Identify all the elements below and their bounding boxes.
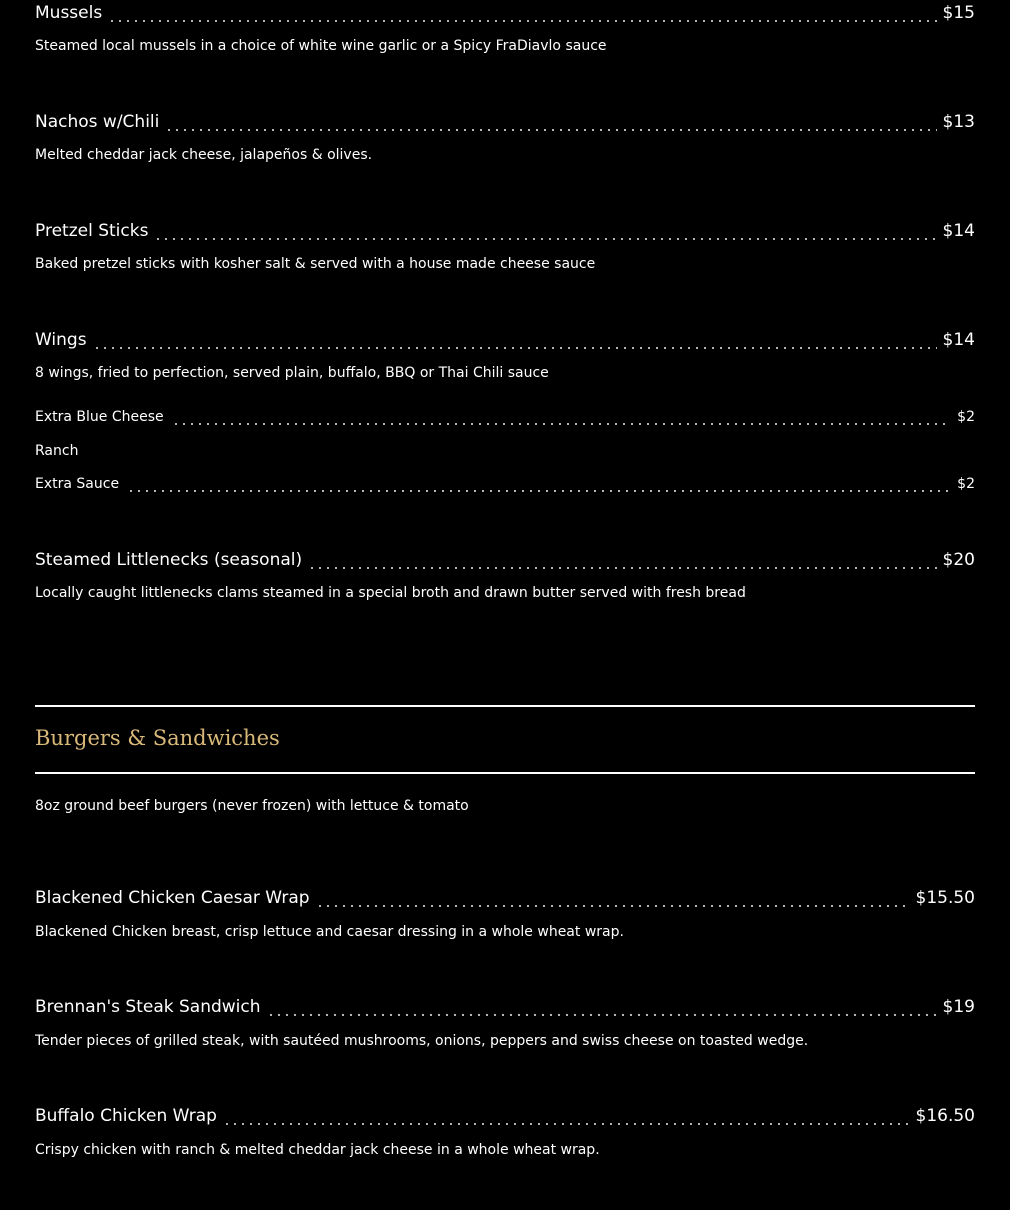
menu-item-pretzel-sticks — [35, 221, 975, 245]
menu-item-steamed-littlenecks — [35, 550, 975, 574]
item-description: Blackened Chicken breast, crisp lettuce and caesar dressing in a whole wheat wrap. — [35, 924, 624, 940]
leader-dots — [308, 567, 936, 569]
extra-blue-cheese — [35, 409, 975, 429]
item-name: Wings — [35, 330, 87, 350]
leader-dots — [154, 238, 936, 240]
item-price: $20 — [942, 550, 975, 570]
extra-sauce — [35, 476, 975, 496]
section-title-burgers-sandwiches: Burgers & Sandwiches — [35, 726, 280, 750]
leader-dots — [108, 20, 936, 22]
leader-dots — [316, 905, 910, 907]
extra-name: Extra Sauce — [35, 476, 120, 492]
item-name: Steamed Littlenecks (seasonal) — [35, 550, 303, 570]
section-divider-top — [35, 705, 975, 707]
item-price: $13 — [942, 112, 975, 132]
item-name: Buffalo Chicken Wrap — [35, 1106, 217, 1126]
item-name: Blackened Chicken Caesar Wrap — [35, 888, 310, 908]
leader-dots — [267, 1014, 937, 1016]
section-intro: 8oz ground beef burgers (never frozen) with lettuce & tomato — [35, 798, 469, 814]
item-description: Steamed local mussels in a choice of white wine garlic or a Spicy FraDiavlo sauce — [35, 38, 607, 54]
item-description: 8 wings, fried to perfection, served plain, buffalo, BBQ or Thai Chili sauce — [35, 365, 549, 381]
item-price: $14 — [942, 221, 975, 241]
menu-item-wings — [35, 330, 975, 354]
item-price: $15 — [942, 3, 975, 23]
section-divider-bottom — [35, 772, 975, 774]
leader-dots — [93, 347, 937, 349]
menu-item-caesar-wrap — [35, 888, 975, 912]
item-description: Tender pieces of grilled steak, with sautéed mushrooms, onions, peppers and swiss cheese on toasted wedge. — [35, 1033, 809, 1049]
item-description: Locally caught littlenecks clams steamed in a special broth and drawn butter served with fresh bread — [35, 585, 746, 601]
item-name: Nachos w/Chili — [35, 112, 160, 132]
extra-price: $2 — [957, 476, 975, 492]
leader-dots — [127, 490, 949, 492]
leader-dots — [165, 129, 936, 131]
item-price: $15.50 — [915, 888, 975, 908]
item-price: $19 — [942, 997, 975, 1017]
extra-price: $2 — [957, 409, 975, 425]
extra-ranch: Ranch — [35, 443, 79, 459]
item-description: Crispy chicken with ranch & melted cheddar jack cheese in a whole wheat wrap. — [35, 1142, 600, 1158]
menu-item-mussels — [35, 3, 975, 27]
menu-item-steak-sandwich — [35, 997, 975, 1021]
item-price: $16.50 — [915, 1106, 975, 1126]
leader-dots — [172, 423, 950, 425]
item-price: $14 — [942, 330, 975, 350]
item-name: Brennan's Steak Sandwich — [35, 997, 261, 1017]
item-name: Mussels — [35, 3, 103, 23]
menu-item-buffalo-wrap — [35, 1106, 975, 1130]
item-name: Pretzel Sticks — [35, 221, 149, 241]
item-description: Melted cheddar jack cheese, jalapeños & olives. — [35, 147, 373, 163]
leader-dots — [223, 1123, 910, 1125]
menu-item-nachos — [35, 112, 975, 136]
item-description: Baked pretzel sticks with kosher salt & served with a house made cheese sauce — [35, 256, 596, 272]
extra-name: Extra Blue Cheese — [35, 409, 164, 425]
